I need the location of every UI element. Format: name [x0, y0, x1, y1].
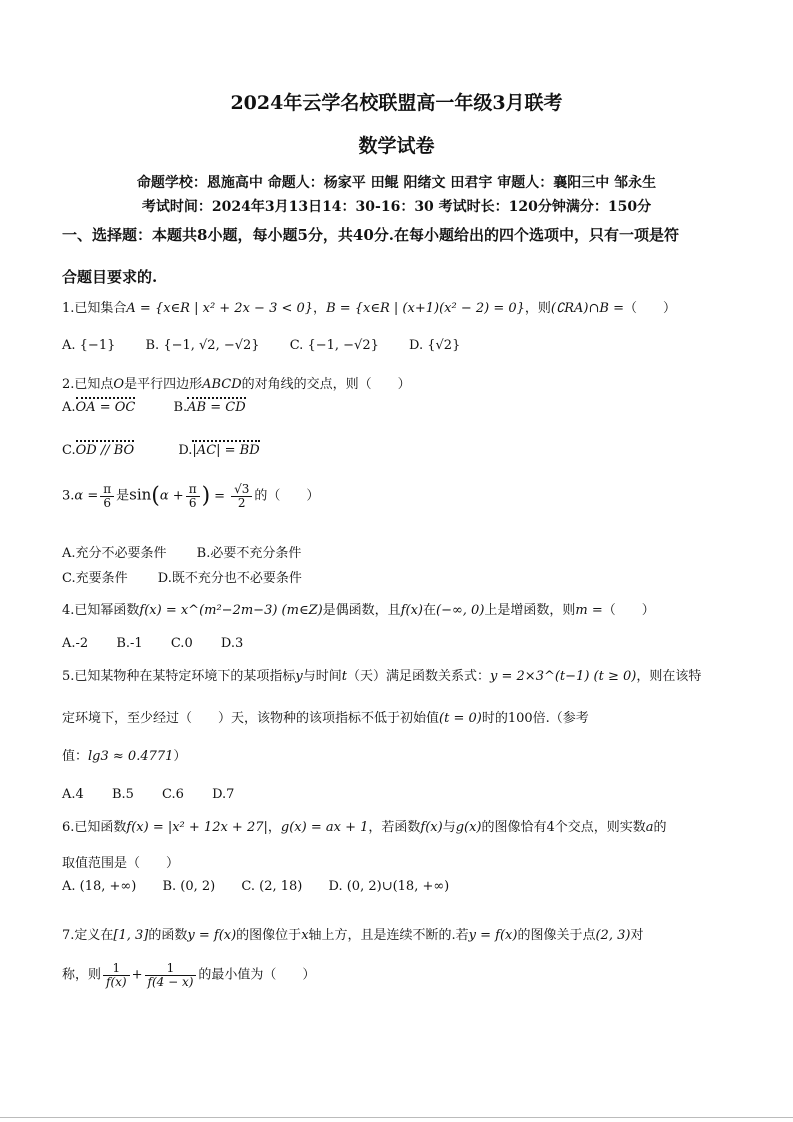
q4-option-a[interactable]: A.-2 — [62, 636, 89, 651]
question-5-line1 — [62, 665, 701, 684]
q5-option-d[interactable]: D.7 — [212, 787, 235, 802]
q7-frac2-den: f(4 − x) — [147, 974, 194, 989]
q3-is: 是 — [116, 488, 130, 504]
q6-fx: f(x) — [420, 820, 443, 835]
question-4 — [62, 599, 655, 618]
q7-text-f: 对 — [630, 928, 644, 943]
q6-text-b: ，若函数 — [368, 820, 421, 835]
q3-frac3-num: √3 — [231, 483, 252, 497]
q5-text-a: 5.已知某物种在某特定环境下的某项指标 — [62, 669, 296, 684]
q6-options — [62, 879, 467, 894]
q5-text-e: 定环境下，至少经过（ ）天，该物种的该项指标不低于初始值 — [62, 711, 440, 726]
q1-option-a[interactable]: A. {−1} — [62, 338, 116, 353]
q3-frac-pi6 — [100, 483, 114, 509]
q7-frac-1 — [103, 962, 130, 988]
q3-prefix: 3. — [62, 488, 75, 504]
q6-text-c: 的图像恰有4个交点，则实数 — [481, 820, 646, 835]
authors-line: 命题学校：恩施高中 命题人：杨家平 田鲲 阳绪文 田君宇 审题人：襄阳三中 邹永生 — [136, 175, 657, 191]
question-5-line3 — [62, 745, 186, 764]
q6-g-def: g(x) = ax + 1 — [280, 820, 369, 835]
q7-text-h: 的最小值为（ ） — [198, 967, 316, 983]
q1-paren: （ ） — [623, 301, 676, 316]
q7-fn2: y = f(x) — [468, 928, 518, 943]
question-1 — [62, 297, 676, 316]
q6-text-a: 6.已知函数 — [62, 820, 127, 835]
q3-option-c[interactable]: C.充要条件 — [62, 571, 128, 586]
q2-option-b[interactable] — [173, 400, 245, 415]
q1-sep: ， — [313, 301, 327, 316]
q4-text-d: 上是增函数，则 — [484, 603, 576, 618]
q7-fn: y = f(x) — [187, 928, 237, 943]
q2-options-row1 — [62, 400, 264, 415]
q3-frac-num: π — [100, 483, 114, 497]
q3-frac-pi6-b — [186, 483, 200, 509]
q5-option-b[interactable]: B.5 — [111, 787, 134, 802]
q4-paren: （ ） — [602, 603, 655, 618]
q4-fx: f(x) — [400, 603, 423, 618]
q6-option-d[interactable]: D. (0, 2)∪(18, +∞) — [328, 879, 450, 894]
q1-text-b: ，则 — [524, 301, 551, 316]
question-6-line2: 取值范围是（ ） — [62, 856, 180, 871]
q2-option-b-label: B. — [173, 400, 188, 415]
q5-text-b: 与时间 — [302, 669, 342, 684]
q1-option-b[interactable]: B. {−1, √2, −√2} — [145, 338, 260, 353]
q3-alpha-eq: α = — [74, 488, 99, 504]
q7-x: x — [301, 928, 309, 943]
q3-tail: 的（ ） — [254, 488, 320, 504]
q1-option-d[interactable]: D. {√2} — [409, 338, 461, 353]
q7-text-c: 的图像位于 — [236, 928, 302, 943]
exam-title: 2024年云学名校联盟高一年级3月联考 — [230, 92, 563, 114]
q7-text-d: 轴上方，且是连续不断的.若 — [308, 928, 469, 943]
q3-frac-sqrt3 — [231, 483, 252, 509]
q3-frac2-den: 6 — [188, 495, 197, 510]
section-heading-line2: 合题目要求的. — [62, 268, 158, 286]
q1-set-b: B = {x∈R | (x+1)(x² − 2) = 0} — [326, 301, 525, 316]
q3-frac-den: 6 — [103, 495, 111, 510]
page-bottom-divider — [0, 1117, 793, 1118]
q7-frac-2 — [145, 962, 197, 988]
q1-options — [62, 338, 478, 353]
q5-text-f: 时的100倍.（参考 — [481, 711, 589, 726]
q6-option-b[interactable]: B. (0, 2) — [162, 879, 216, 894]
q1-text: 1.已知集合 — [62, 301, 127, 316]
q2-text-a: 2.已知点 — [62, 377, 114, 392]
q4-interval: (−∞, 0) — [436, 603, 485, 618]
q6-comma: ， — [267, 820, 281, 835]
q3-rparen: ) — [201, 483, 211, 509]
q1-option-c[interactable]: C. {−1, −√2} — [289, 338, 379, 353]
q6-a: a — [645, 820, 654, 835]
q6-option-c[interactable]: C. (2, 18) — [241, 879, 303, 894]
q4-option-b[interactable]: B.-1 — [116, 636, 143, 651]
q5-options — [62, 787, 252, 802]
q6-text-d: 的 — [653, 820, 667, 835]
q2-point: O — [113, 377, 125, 392]
q5-text-h: ） — [173, 749, 187, 764]
question-3 — [62, 483, 319, 509]
q3-options-row1 — [62, 542, 319, 561]
q7-text-g: 称，则 — [62, 967, 102, 983]
q2-text-b: 是平行四边形 — [124, 377, 203, 392]
section-heading-line1: 一、选择题：本题共8小题，每小题5分，共40分.在每小题给出的四个选项中，只有一项是符 — [62, 226, 679, 244]
q2-option-d-label: D. — [178, 443, 193, 458]
q7-point: (2, 3) — [595, 928, 631, 943]
q3-eq: = — [214, 488, 226, 504]
q2-option-d[interactable] — [178, 443, 259, 458]
q3-option-b[interactable]: B.必要不充分条件 — [196, 546, 302, 561]
q2-option-c-expr: OD // BO — [75, 443, 135, 458]
question-2 — [62, 373, 411, 392]
q4-text-b: 是偶函数，且 — [322, 603, 401, 618]
q2-options-row2 — [62, 443, 278, 458]
q7-text-b: 的函数 — [148, 928, 188, 943]
q5-t0: (t = 0) — [439, 711, 482, 726]
q2-option-d-expr: |AC| = BD — [192, 443, 260, 458]
q2-shape: ABCD — [202, 377, 242, 392]
q5-text-g: 值： — [62, 749, 89, 764]
question-6-line1 — [62, 816, 667, 835]
q4-m: m = — [575, 603, 603, 618]
q5-option-c[interactable]: C.6 — [162, 787, 184, 802]
q1-expr: (∁RA)∩B = — [550, 301, 624, 316]
question-7-line2 — [62, 962, 315, 988]
q7-frac1-num: 1 — [103, 962, 130, 976]
question-5-line2 — [62, 707, 589, 726]
exam-subtitle: 数学试卷 — [358, 135, 435, 157]
q2-option-a-expr: OA = OC — [75, 400, 136, 415]
q7-plus: + — [131, 967, 143, 983]
q6-and: 与 — [442, 820, 456, 835]
q4-options — [62, 636, 261, 651]
q7-frac1-den: f(x) — [106, 974, 127, 989]
q5-text-d: ，则在该特 — [636, 669, 702, 684]
q7-interval: [1, 3] — [113, 928, 149, 943]
q5-lg: lg3 ≈ 0.4771 — [88, 749, 174, 764]
q2-text-c: 的对角线的交点，则（ ） — [241, 377, 411, 392]
q4-text-c: 在 — [422, 603, 436, 618]
q5-formula: y = 2×3^(t−1) (t ≥ 0) — [490, 669, 637, 684]
q5-y: y — [295, 669, 303, 684]
q1-set-a: A = {x∈R | x² + 2x − 3 < 0} — [126, 301, 314, 316]
q2-option-a-label: A. — [62, 400, 76, 415]
q2-option-b-expr: AB = CD — [187, 400, 246, 415]
q7-frac2-num: 1 — [145, 962, 197, 976]
exam-time-line: 考试时间：2024年3月13日14：30-16：30 考试时长：120分钟满分：150分 — [141, 199, 652, 215]
q2-option-a[interactable] — [62, 400, 135, 415]
q3-options-row2 — [62, 567, 320, 586]
q3-alpha-plus: α + — [159, 488, 184, 504]
q5-text-c: （天）满足函数关系式： — [347, 669, 491, 684]
q3-frac2-num: π — [186, 483, 200, 497]
q2-option-c[interactable] — [62, 443, 134, 458]
q3-option-a[interactable]: A.充分不必要条件 — [62, 546, 167, 561]
q5-option-a[interactable]: A.4 — [62, 787, 84, 802]
q2-option-c-label: C. — [62, 443, 76, 458]
q6-gx: g(x) — [455, 820, 482, 835]
q6-f-def: f(x) = |x² + 12x + 27| — [126, 820, 268, 835]
q4-expr: f(x) = x^(m²−2m−3) (m∈Z) — [139, 603, 323, 618]
q3-lparen: ( — [151, 483, 160, 509]
q5-t: t — [341, 669, 348, 684]
q7-text-a: 7.定义在 — [62, 928, 114, 943]
question-7-line1 — [62, 924, 643, 943]
q4-option-d[interactable]: D.3 — [220, 636, 244, 651]
q3-frac3-den: 2 — [237, 495, 246, 510]
q4-text-a: 4.已知幂函数 — [62, 603, 140, 618]
q6-option-a[interactable]: A. (18, +∞) — [62, 879, 137, 894]
q4-option-c[interactable]: C.0 — [170, 636, 193, 651]
q3-sin: sin — [129, 485, 152, 504]
q7-text-e: 的图像关于点 — [517, 928, 596, 943]
q3-option-d[interactable]: D.既不充分也不必要条件 — [157, 571, 302, 586]
